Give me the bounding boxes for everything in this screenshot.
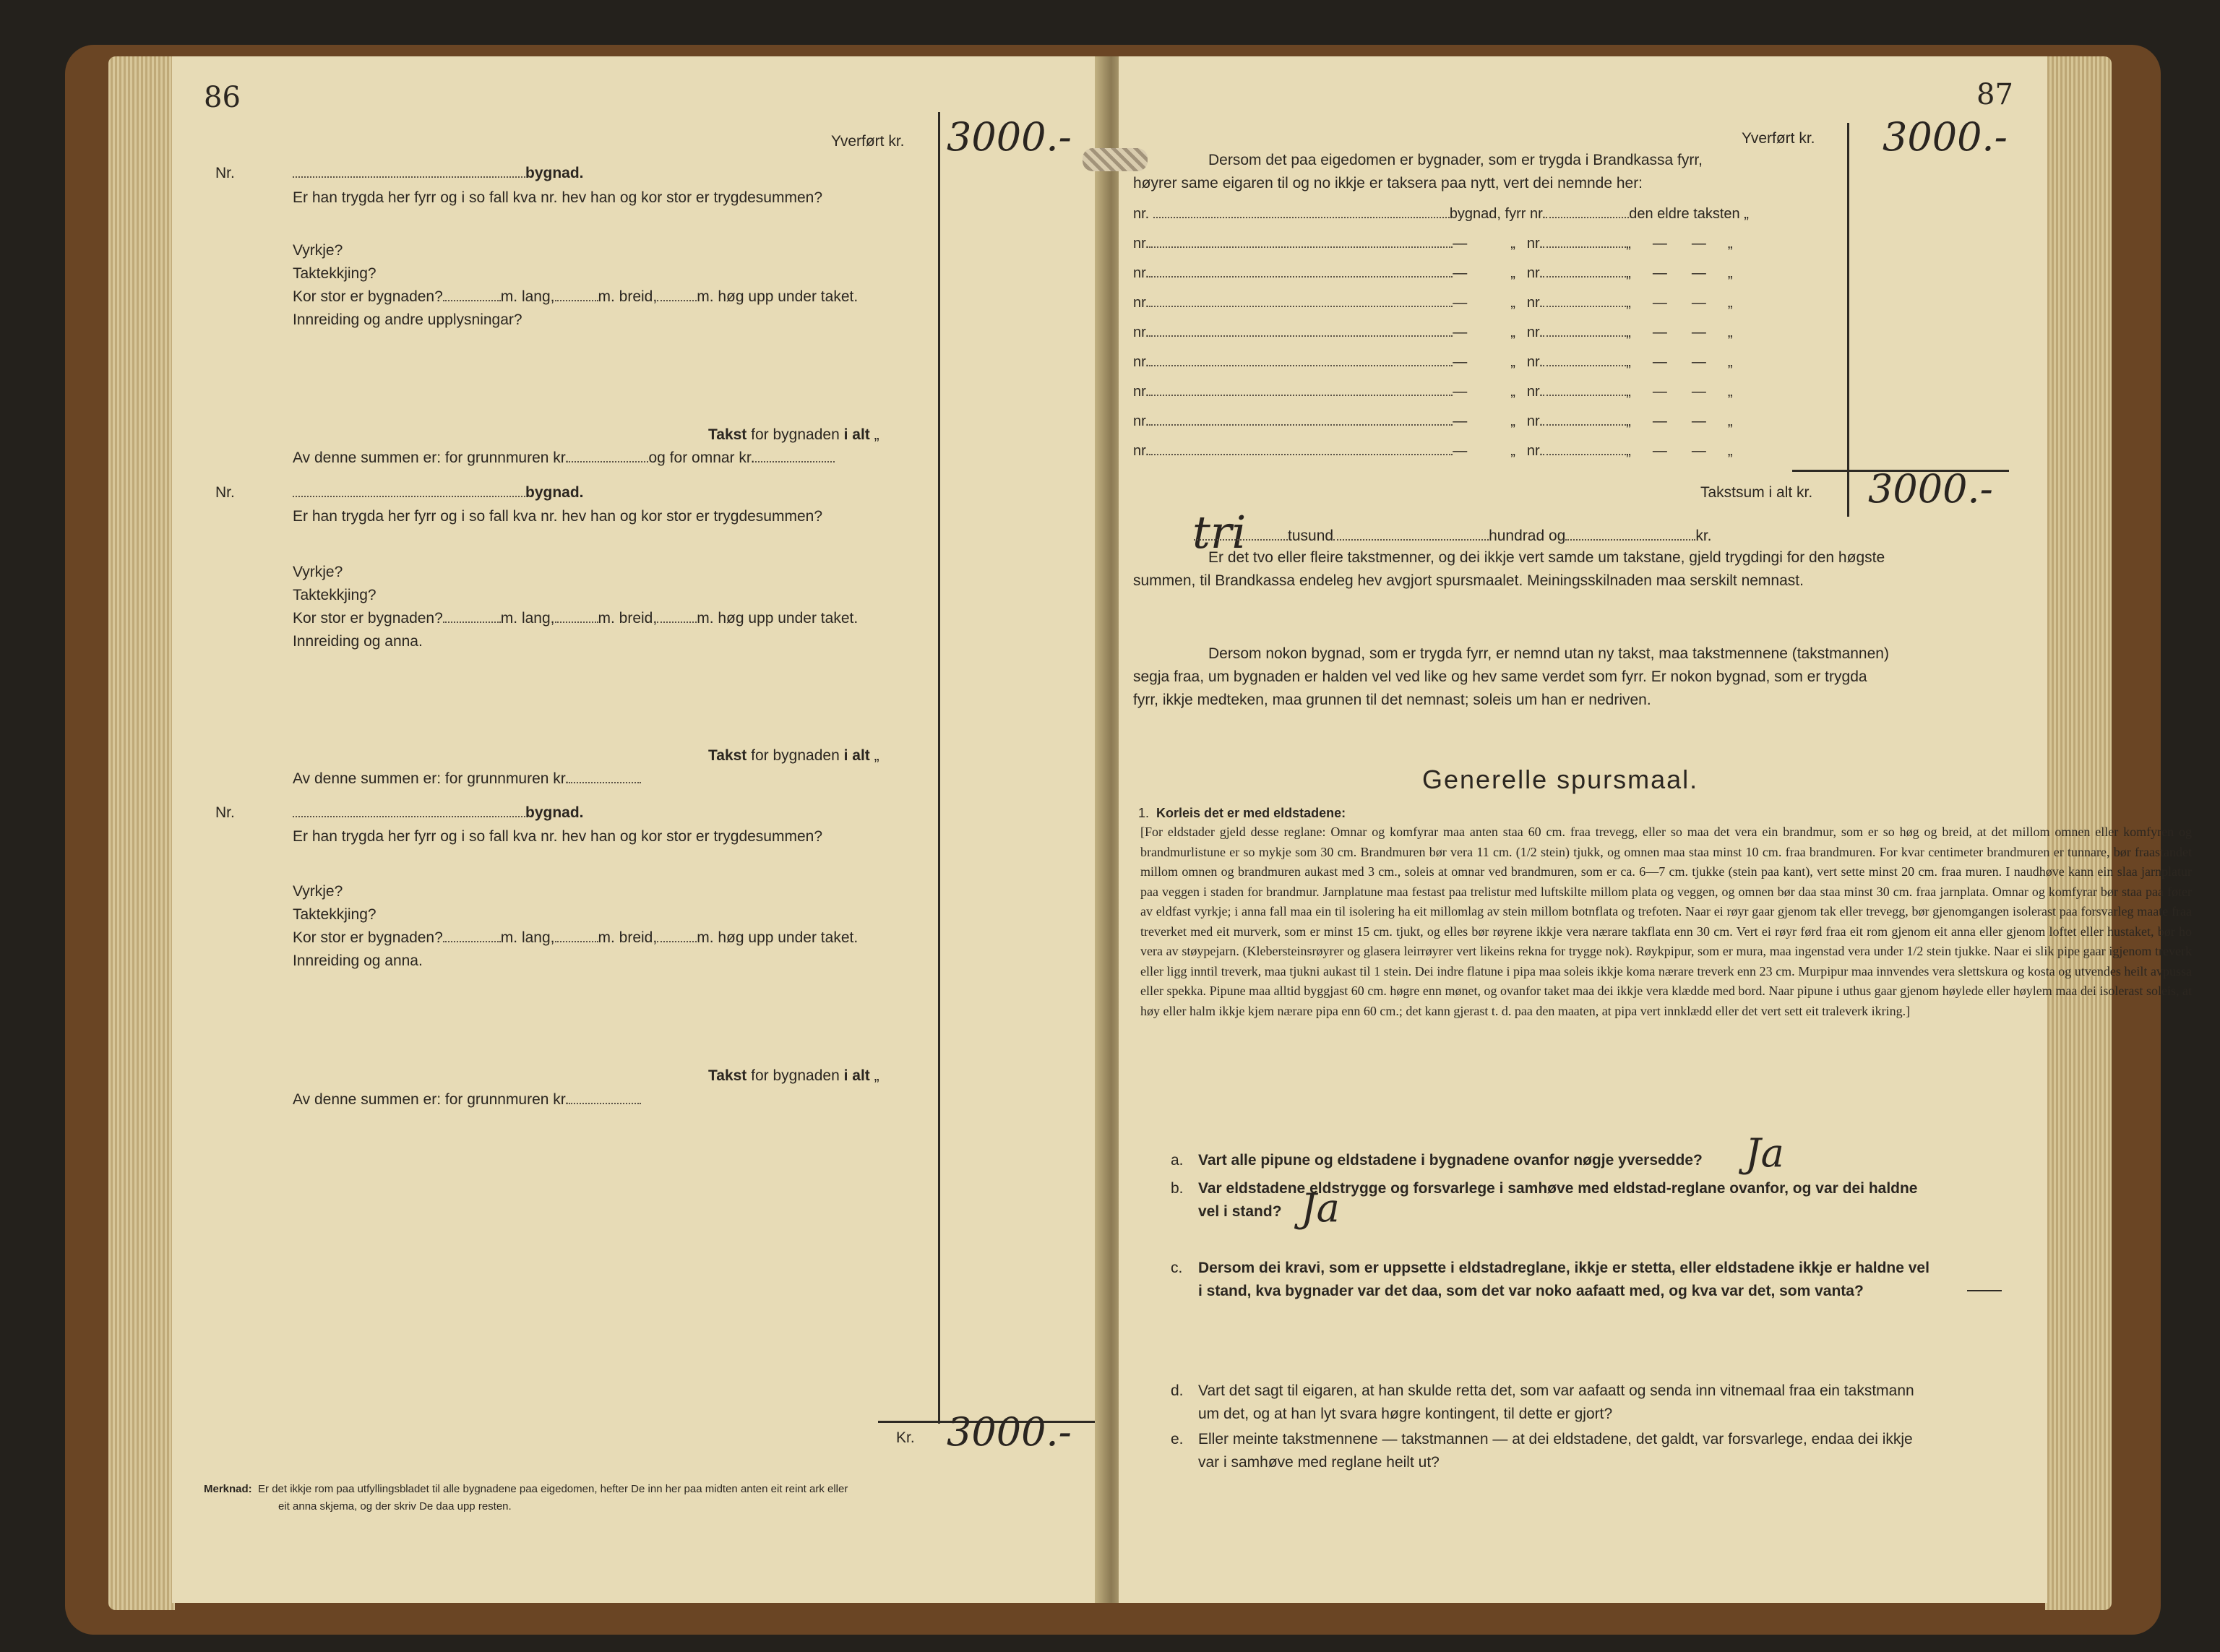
previous-building-row: nr. — „ nr. „ — — „ <box>1133 443 1733 459</box>
innreiding-1: Innreiding og andre upplysningar? <box>293 311 522 328</box>
question-c-text-1: Dersom dei kravi, som er uppsette i eldstadreglane, ikkje er stetta, eller eldstadene ikkje er haldne vel <box>1198 1260 1929 1276</box>
innreiding-3: Innreiding og anna. <box>293 952 423 969</box>
grunnmur-line-3: Av denne summen er: for grunnmuren kr. <box>293 1091 641 1109</box>
question-a-letter: a. <box>1171 1152 1184 1169</box>
takst-line-2: Takst for bygnaden i alt „ <box>708 747 879 764</box>
bygnad-line-3: bygnad. <box>293 804 584 822</box>
question-insured-3: Er han trygda her fyrr og i so fall kva nr. hev han og kor stor er trygdesummen? <box>293 828 823 845</box>
question-d-text-1: Vart det sagt til eigaren, at han skulde retta det, som var aafaatt og senda inn vitnemaal fraa ein takstmann <box>1198 1382 1914 1399</box>
previous-building-row: nr. — „ nr. „ — — „ <box>1133 413 1733 429</box>
takstsum-value: 3000.- <box>1868 466 1993 512</box>
takst-line-3: Takst for bygnaden i alt „ <box>708 1067 879 1084</box>
question-c-answer-dash <box>1967 1290 2002 1291</box>
previous-building-row: nr. — „ nr. „ — — „ <box>1133 236 1733 251</box>
taktekkjing-2: Taktekkjing? <box>293 587 377 603</box>
yverfort-value-left: 3000.- <box>947 114 1072 160</box>
previous-building-row-first: nr. bygnad, fyrr nr. den eldre taksten „ <box>1133 206 1749 222</box>
previous-building-row: nr. — „ nr. „ — — „ <box>1133 354 1733 370</box>
nr-label-3: Nr. <box>215 804 235 821</box>
bygnad-line-2: bygnad. <box>293 484 584 502</box>
question-e-text-2: var i samhøve med reglane heilt ut? <box>1198 1454 1440 1471</box>
previous-building-row: nr. — „ nr. „ — — „ <box>1133 384 1733 400</box>
question-insured-2: Er han trygda her fyrr og i so fall kva nr. hev han og kor stor er trygdesummen? <box>293 508 823 525</box>
previous-building-row: nr. — „ nr. „ — — „ <box>1133 324 1733 340</box>
takstsum-label: Takstsum i alt kr. <box>1700 484 1813 501</box>
merknad-line-2: eit anna skjema, og der skriv De daa upp resten. <box>278 1500 512 1513</box>
question-e-letter: e. <box>1171 1431 1184 1447</box>
yverfort-value-right: 3000.- <box>1883 114 2008 160</box>
question-e-text-1: Eller meinte takstmennene — takstmannen — at dei eldstadene, det galdt, var forsvarlege, endaa dei ikkje <box>1198 1431 1913 1447</box>
eldstad-rules-text: [For eldstader gjeld desse reglane: Omnar og komfyrar maa anten staa 60 cm. fraa trevegg, eller so maa det vera ein brandmur, som er so høg og breid, at det millom omnen eller komfyren og brandmurlistune er so mykje som 30 cm. Brandmuren bør vera 11 cm. (1/2 stein) tjukk, og omnen maa staa minst 10 cm. fraa brandmuren. For kvar centimeter brandmuren er tunnare, bør fraastandet millom omnen og brandmuren aukast med 3 cm., soleis at omnar ved brandmuren, som er ca. 6—7 cm. tjukke (stein paa kant), vert sette minst 20 cm. fraa muren. I naudhøve kann ein slaa jarnplatur paa veggen i staden for brandmur. Jarnplatune maa festast paa trelistur med luftskilte millom plata og veggen, og omnen bør daa staa minst 30 cm. fraa jarnplata. Omnar og komfyrar bør staa paa føter av eldfast vyrkje; i anna fall maa ein til isolering ha eit millomlag av stein millom botnflata og trefoten. Naar ei røyr gaar gjenom tak eller trevegg, bør gjenomgangen isolerast paa forsvarleg maate fraa treverket med eit murverk, som er minst 15 cm. tjukt, og elles bør røyrene ikkje vera nærare takflata enn 30 cm. Vert ei røyr førd fraa eit rom gjenom eit anna eller gjenom loftet eller hustaket, bør ho vera av støypejarn. (Klebersteinsrøyrer og glasera leirrøyrer vert likeins rekna for trygge nok). Røykpipur, som er mura, maa ingenstad vera under 1/2 stein tjukke. Naar ei slik pipe gaar igjenom treverk eller ligg inntil treverk, maa tjukni aukast til 1 stein. Dei indre flatune i pipa maa soleis ikkje koma nærare treverk enn 23 cm. Murpipur maa innvendes vera slettskura og kosta og utvendes heilt avpussa eller spekka. Pipune maa alltid byggjast 60 cm. høgre enn mønet, og ovanfor taket maa dei ikkje vera klædde med bord. Naar pipune i uthus gaar gjenom høylede eller høylem maa dei isolerast soleis, at høy eller halm ikkje kjem nærare pipa enn 60 cm.; det kann gjerast t. d. paa den maaten, at pipa vert innklædd eller det vert sett eit traleverk ikring.] <box>1140 825 2192 1018</box>
question-b-text-1: Var eldstadene eldstrygge og forsvarlege i samhøve med eldstad-reglane ovanfor, og var dei haldne <box>1198 1180 1918 1197</box>
question-a-answer: Ja <box>1745 1130 1784 1176</box>
taktekkjing-1: Taktekkjing? <box>293 265 377 282</box>
intro-line-1: Dersom det paa eigedomen er bygnader, som er trygda i Brandkassa fyrr, <box>1208 152 1703 168</box>
grunnmur-line-1: Av denne summen er: for grunnmuren kr. og for omnar kr. <box>293 449 835 467</box>
vyrkje-2: Vyrkje? <box>293 564 343 580</box>
question-1-label: 1. Korleis det er med eldstadene: <box>1138 806 1346 820</box>
page-number-right: 87 <box>1976 78 2013 111</box>
taktekkjing-3: Taktekkjing? <box>293 906 377 923</box>
question-c-text-2: i stand, kva bygnader var det daa, som det var noko aafaatt med, og kva var det, som vanta? <box>1198 1283 1864 1299</box>
page-edges-left <box>108 56 175 1610</box>
question-b-text-2: vel i stand? <box>1198 1203 1282 1220</box>
page-number-left: 86 <box>204 81 241 114</box>
grunnmur-line-2: Av denne summen er: for grunnmuren kr. <box>293 770 641 788</box>
question-b-answer: Ja <box>1301 1185 1340 1231</box>
merknad-line-1: Merknad: Er det ikkje rom paa utfyllingsbladet til alle bygnadene paa eigedomen, hefter De inn her paa midten anten eit reint ark eller <box>204 1483 848 1495</box>
previous-building-row: nr. — „ nr. „ — — „ <box>1133 265 1733 281</box>
dimensions-3: Kor stor er bygnaden? m. lang, m. breid, m. høg upp under taket. <box>293 929 859 946</box>
yverfort-label-right: Yverført kr. <box>1742 130 1815 147</box>
question-d-text-2: um det, og at han lyt svara høgre kontingent, til dette er gjort? <box>1198 1406 1613 1422</box>
nr-label-1: Nr. <box>215 165 235 181</box>
amount-column-rule <box>938 112 940 1424</box>
question-b-letter: b. <box>1171 1180 1184 1197</box>
amount-in-words-handwritten: tri <box>1192 506 1247 559</box>
bygnad-line-1: bygnad. <box>293 165 584 182</box>
question-a-text: Vart alle pipune og eldstadene i bygnadene ovanfor nøgje yversedde? <box>1198 1152 1703 1169</box>
vyrkje-1: Vyrkje? <box>293 242 343 259</box>
kr-label-left: Kr. <box>896 1429 915 1446</box>
question-c-letter: c. <box>1171 1260 1183 1276</box>
paragraph-2-line-3: fyrr, ikkje medteken, maa grunnen til det nemnast; soleis um han er nedriven. <box>1133 692 1651 708</box>
takst-line-1: Takst for bygnaden i alt „ <box>708 426 879 443</box>
question-d-letter: d. <box>1171 1382 1184 1399</box>
dimensions-2: Kor stor er bygnaden? m. lang, m. breid, m. høg upp under taket. <box>293 610 859 627</box>
innreiding-2: Innreiding og anna. <box>293 633 423 650</box>
dimensions-1: Kor stor er bygnaden? m. lang, m. breid, m. høg upp under taket. <box>293 288 859 305</box>
binding-thread <box>1083 148 1148 171</box>
general-questions-heading: Generelle spursmaal. <box>1422 765 1699 794</box>
paragraph-2-line-1: Dersom nokon bygnad, som er trygda fyrr, er nemnd utan ny takst, maa takstmennene (takstmannen) <box>1208 645 1889 662</box>
question-insured-1: Er han trygda her fyrr og i so fall kva nr. hev han og kor stor er trygdesummen? <box>293 189 823 206</box>
kr-value-left: 3000.- <box>947 1409 1072 1455</box>
vyrkje-3: Vyrkje? <box>293 883 343 900</box>
amount-column-rule-right <box>1847 123 1849 517</box>
previous-building-row: nr. — „ nr. „ — — „ <box>1133 295 1733 311</box>
amount-in-words-line: tusund hundrad og kr. <box>1194 528 1712 545</box>
paragraph-2-line-2: segja fraa, um bygnaden er halden vel ved like og hev same verdet som fyrr. Er nokon bygnad, som er trygda <box>1133 668 1867 685</box>
intro-line-2: høyrer same eigaren til og no ikkje er taksera paa nytt, vert dei nemnde her: <box>1133 175 1643 192</box>
yverfort-label-left: Yverført kr. <box>831 133 905 150</box>
paragraph-1-line-1: Er det tvo eller fleire takstmenner, og dei ikkje vert samde um takstane, gjeld trygdingi for den høgste <box>1208 549 1885 566</box>
nr-label-2: Nr. <box>215 484 235 501</box>
paragraph-1-line-2: summen, til Brandkassa endeleg hev avgjort spursmaalet. Meiningsskilnaden maa serskilt nemnast. <box>1133 572 1804 589</box>
